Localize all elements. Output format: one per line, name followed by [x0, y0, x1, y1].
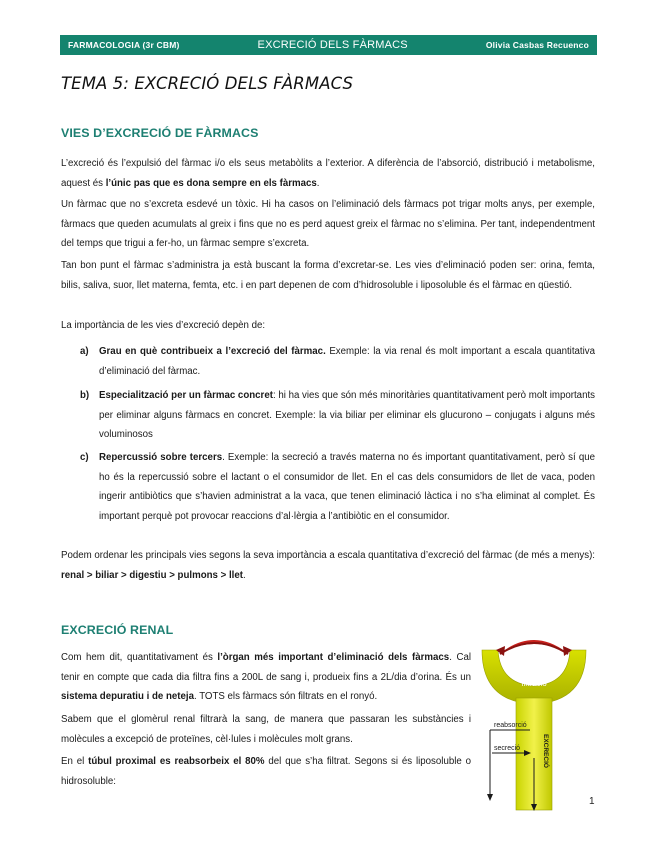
paragraph-tubul-proximal: En el túbul proximal es reabsorbeix el 80% del que s’ha filtrat. Segons si és liposoluble o hidrosoluble: [61, 756, 471, 787]
label-filtracio: filtració [521, 679, 547, 688]
list-marker: b) [80, 390, 90, 401]
header-course: FARMACOLOGIA (3r CBM) [68, 40, 180, 50]
label-secrecio: secreció [494, 745, 521, 752]
paragraph-organ-important: Com hem dit, quantitativament és l’òrgan més important d’eliminació dels fàrmacs. Cal tenir en compte que cada dia filtra fins a 200L de sang i, produeix fins a 2L/dia d’orina. És un sistema depuratiu i de neteja. TOTS els fàrmacs són filtrats en el ronyó. [61, 652, 471, 702]
paragraph-glomerul: Sabem que el glomèrul renal filtrarà la sang, de manera que passaran les substàncies i molècules a excepció de proteïnes, cèl·lules i molècules molt grans. [61, 714, 471, 745]
list-item-a: a) Grau en què contribueix a l’excreció del fàrmac. Exemple: la via renal és molt important a escala quantitativa d’eliminació del fàrmac. [80, 342, 595, 381]
glomerulus-shape [502, 640, 566, 652]
list-marker: a) [80, 346, 89, 357]
reabsorcio-arrowhead [487, 794, 493, 801]
page-title: TEMA 5: EXCRECIÓ DELS FÀRMACS [61, 74, 354, 93]
glomerulus-arc [500, 643, 568, 654]
nephron-diagram [478, 636, 590, 816]
section-heading-vies: VIES D’EXCRECIÓ DE FÀRMACS [61, 126, 259, 140]
header-title: EXCRECIÓ DELS FÀRMACS [257, 39, 408, 51]
paragraph-vies-eliminacio: Tan bon punt el fàrmac s’administra ja està buscant la forma d’excretar-se. Les vies d’eliminació poden ser: orina, femta, bilis, saliva, suor, llet materna, femta, etc. i en part depenen de com d’hidrosoluble i liposoluble és el fàrmac en qüestió. [61, 260, 595, 291]
emphasis-ordre: renal > biliar > digestiu > pulmons > llet [61, 569, 243, 581]
label-reabsorcio: reabsorció [494, 722, 527, 729]
page-number: 1 [589, 796, 595, 807]
emphasis-unic-pas: l’únic pas que es dona sempre en els fàrmacs [105, 177, 317, 189]
list-item-c: c) Repercussió sobre tercers. Exemple: la secreció a través materna no és important quantitativament, però sí que ho és la repercussió sobre el lactant o el consumidor de llet. En el cas dels consumidors de llet de vaca, poden ingerir antibiòtics que s’havien administrat a la vaca, que tenen eliminació làctica i no s’ha eliminat al complet. És important perquè pot provocar reaccions d’al·lèrgia a l’antibiòtic en el consumidor. [80, 448, 595, 526]
paragraph-excrecio-definicio: L’excreció és l’expulsió del fàrmac i/o els seus metabòlits a l’exterior. A diferència de l’absorció, distribució i metabolisme, aquest és l’únic pas que es dona sempre en els fàrmacs. [61, 158, 595, 189]
section-heading-renal: EXCRECIÓ RENAL [61, 623, 174, 637]
label-excrecio: EXCRECIÓ [542, 734, 549, 768]
list-item-b: b) Especialització per un fàrmac concret: hi ha vies que són més minoritàries quantitativament però molt importants per eliminar alguns fàrmacs en concret. Exemple: la via biliar per eliminar els glucurono – conjugats i alguns més voluminosos [80, 386, 595, 445]
paragraph-ordre-vies: Podem ordenar les principals vies segons la seva importància a escala quantitativa d’excreció del fàrmac (de més a menys): renal > biliar > digestiu > pulmons > llet. [61, 550, 595, 581]
header-bar [60, 35, 597, 55]
paragraph-toxic: Un fàrmac que no s’excreta esdevé un tòxic. Hi ha casos on l’eliminació dels fàrmacs pot trigar molts anys, per exemple, fàrmacs que queden acumulats al greix i fins que no es perd aquest greix el fàrmac no s’elimina. Per tant, independentment del temps que trigui a fer-ho, un fàrmac sempre s’excreta. [61, 199, 595, 249]
header-author: Olivia Casbas Recuenco [485, 40, 589, 50]
paragraph-importancia: La importància de les vies d’excreció depèn de: [61, 320, 266, 331]
bowman-capsule-shape [482, 650, 586, 704]
list-marker: c) [80, 452, 89, 463]
